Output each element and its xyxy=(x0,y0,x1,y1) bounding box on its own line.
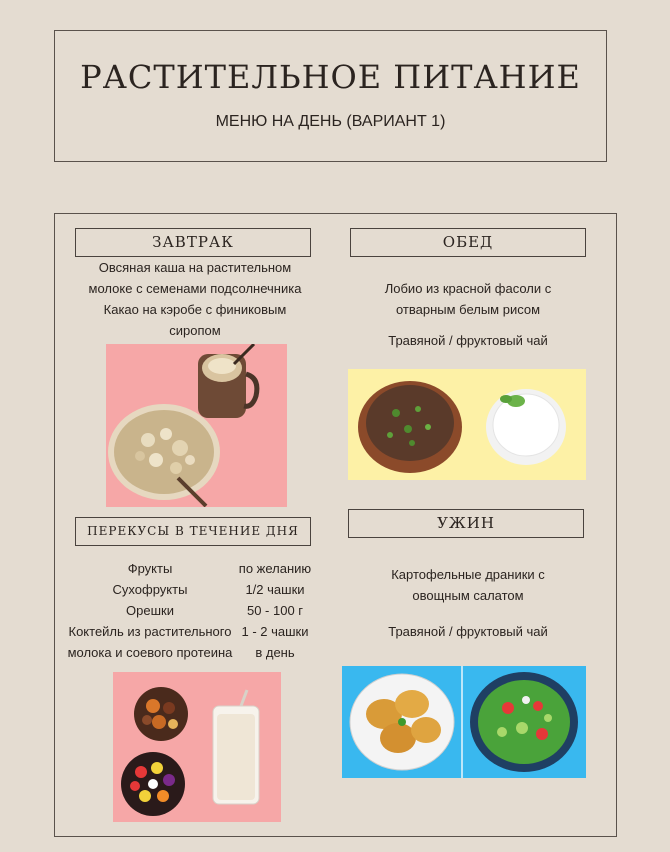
snack-amount: в день xyxy=(255,645,295,660)
breakfast-line: сиропом xyxy=(169,323,221,338)
breakfast-line: Овсяная каша на растительном xyxy=(98,260,292,275)
snack-item xyxy=(60,600,340,621)
dinner-heading: УЖИН xyxy=(348,509,584,538)
breakfast-line: молоке с семенами подсолнечника xyxy=(88,281,302,296)
snack-amount: по желанию xyxy=(238,561,312,576)
snack-amount: 1 - 2 чашки xyxy=(241,624,309,639)
dinner-image xyxy=(342,666,586,778)
breakfast-line: Какао на кэробе с финиковым xyxy=(103,302,287,317)
page-subtitle: МЕНЮ НА ДЕНЬ (ВАРИАНТ 1) xyxy=(215,113,446,130)
breakfast-heading: ЗАВТРАК xyxy=(75,228,311,257)
snack-amount: 50 - 100 г xyxy=(246,603,304,618)
dinner-line: Картофельные драники с xyxy=(391,567,545,582)
snack-item xyxy=(60,621,340,642)
lunch-heading: ОБЕД xyxy=(350,228,586,257)
lunch-drink: Травяной / фруктовый чай xyxy=(388,333,548,348)
snack-item xyxy=(60,558,340,579)
snacks-image xyxy=(113,672,281,822)
snack-name: Фрукты xyxy=(127,561,173,576)
page-title: РАСТИТЕЛЬНОЕ ПИТАНИЕ xyxy=(80,58,581,96)
snacks-heading: ПЕРЕКУСЫ В ТЕЧЕНИЕ ДНЯ xyxy=(75,517,311,546)
dinner-description xyxy=(335,564,601,606)
lunch-image xyxy=(348,369,586,480)
snack-item xyxy=(60,642,340,663)
lunch-line: отварным белым рисом xyxy=(395,302,541,317)
breakfast-description xyxy=(60,257,330,341)
dinner-line: овощным салатом xyxy=(412,588,524,603)
lunch-description xyxy=(335,278,601,320)
snacks-list xyxy=(60,558,340,668)
snack-item xyxy=(60,579,340,600)
snack-amount: 1/2 чашки xyxy=(245,582,305,597)
header-frame xyxy=(54,30,607,162)
snack-name: молока и соевого протеина xyxy=(67,645,233,660)
dinner-drink: Травяной / фруктовый чай xyxy=(388,624,548,639)
snack-name: Коктейль из растительного xyxy=(68,624,232,639)
lunch-line: Лобио из красной фасоли с xyxy=(384,281,552,296)
snack-name: Орешки xyxy=(126,603,174,618)
breakfast-image xyxy=(106,344,287,507)
snack-name: Сухофрукты xyxy=(112,582,188,597)
